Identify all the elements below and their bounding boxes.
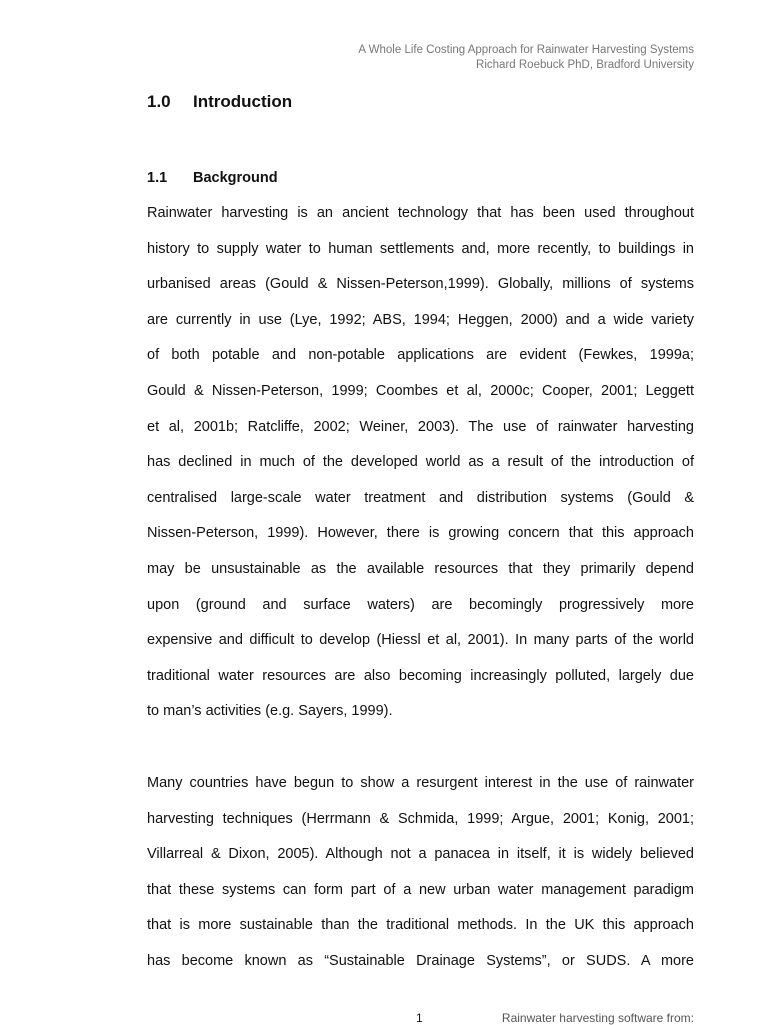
text-line: may be unsustainable as the available resources that they primarily depend [147,560,694,577]
section-number: 1.0 [147,92,171,111]
subsection-number: 1.1 [147,170,168,186]
text-line: has declined in much of the developed world as a result of the introduction of [147,454,694,471]
text-line: has become known as “Sustainable Drainage Systems”, or SUDS. A more [147,952,694,969]
text-line: expensive and difficult to develop (Hiessl et al, 2001). In many parts of the world [147,632,694,649]
text-line: history to supply water to human settlements and, more recently, to buildings in [147,240,694,257]
header-title: A Whole Life Costing Approach for Rainwater Harvesting Systems [358,44,694,56]
running-header [358,43,694,72]
subsection-title: Background [193,170,278,186]
footer-note: Rainwater harvesting software from: [501,1011,694,1025]
section-title: Introduction [193,92,293,111]
paragraph-resurgence [147,766,694,980]
text-line: Villarreal & Dixon, 2005). Although not a panacea in itself, it is widely believed [147,846,694,863]
text-line: traditional water resources are also becoming increasingly polluted, largely due [147,667,694,684]
text-line: centralised large-scale water treatment and distribution systems (Gould & [147,489,694,506]
text-line: are currently in use (Lye, 1992; ABS, 1994; Heggen, 2000) and a wide variety [147,311,694,328]
header-author: Richard Roebuck PhD, Bradford University [476,58,694,71]
paragraph-background [147,196,694,730]
subsection-heading [147,170,278,186]
section-heading [147,92,292,112]
text-line: that these systems can form part of a new urban water management paradigm [147,881,694,898]
page-number: 1 [416,1011,423,1025]
text-line: et al, 2001b; Ratcliffe, 2002; Weiner, 2003). The use of rainwater harvesting [147,418,694,435]
text-line: Many countries have begun to show a resurgent interest in the use of rainwater [147,775,694,791]
text-line: Nissen-Peterson, 1999). However, there is growing concern that this approach [147,525,694,542]
text-line: of both potable and non-potable applications are evident (Fewkes, 1999a; [147,347,694,364]
text-line: upon (ground and surface waters) are becomingly progressively more [147,596,694,613]
text-line: Gould & Nissen-Peterson, 1999; Coombes et al, 2000c; Cooper, 2001; Leggett [147,382,694,399]
text-line: Rainwater harvesting is an ancient technology that has been used throughout [147,205,694,221]
text-line: urbanised areas (Gould & Nissen-Peterson,1999). Globally, millions of systems [147,276,694,293]
text-line: harvesting techniques (Herrmann & Schmida, 1999; Argue, 2001; Konig, 2001; [147,810,694,827]
text-line: to man’s activities (e.g. Sayers, 1999). [147,703,393,720]
text-line: that is more sustainable than the traditional methods. In the UK this approach [147,917,694,934]
